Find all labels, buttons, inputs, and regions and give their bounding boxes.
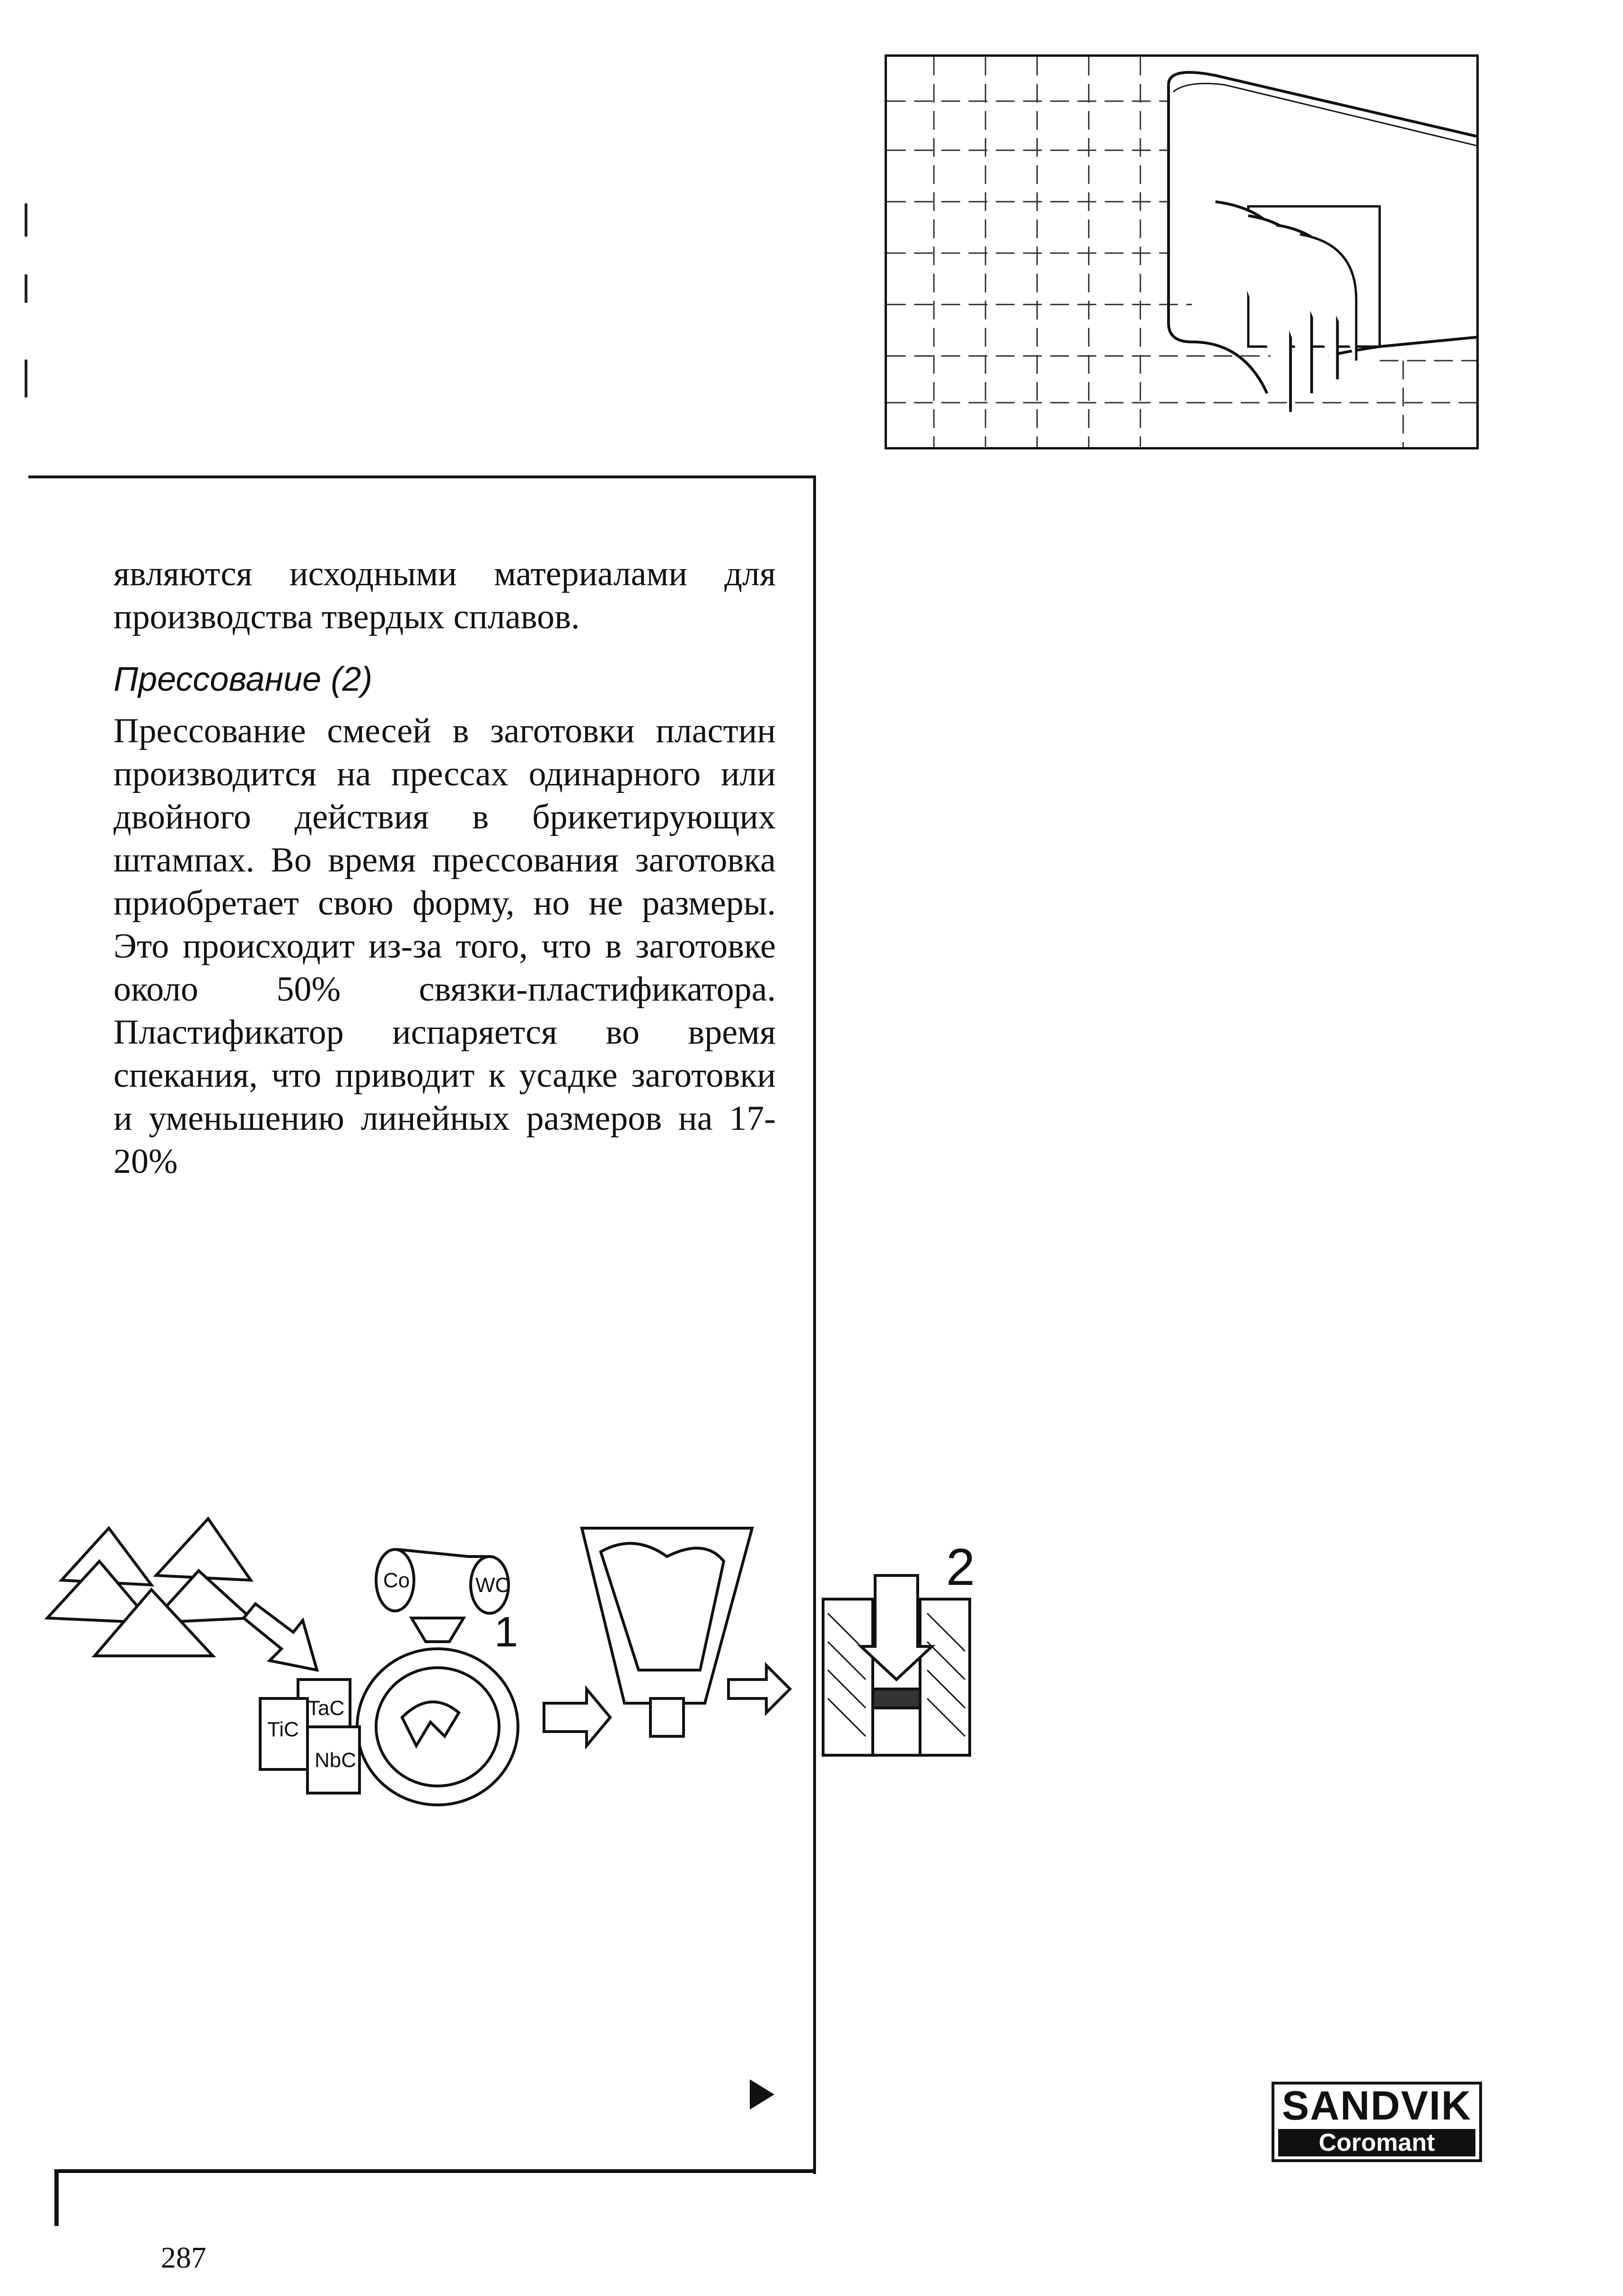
intro-paragraph-text: являются исходными материалами для производства твердых сплавов. — [114, 554, 776, 636]
can-label-co: Co — [383, 1569, 410, 1592]
page-number: 287 — [161, 2241, 206, 2274]
pressing-process-illustration — [43, 1490, 1008, 1812]
sieve-funnel — [582, 1528, 752, 1703]
scan-mark — [25, 203, 27, 237]
can-label-nbc: NbC — [315, 1749, 357, 1772]
logo-sub: Coromant — [1278, 2129, 1475, 2156]
powder-pile — [156, 1519, 251, 1580]
intro-paragraph — [114, 553, 776, 639]
text-frame-right-border — [813, 475, 816, 2174]
text-frame-top-border — [28, 475, 816, 478]
can-label-wc: WC — [475, 1574, 510, 1597]
text-frame-bottom-border — [54, 2169, 816, 2173]
section-heading: Прессование (2) — [114, 660, 373, 698]
step-label-1: 1 — [494, 1609, 518, 1656]
sandvik-coromant-logo — [1272, 2082, 1482, 2162]
arrow-icon — [728, 1665, 790, 1713]
step-label-2: 2 — [946, 1538, 975, 1596]
scan-mark — [25, 274, 27, 303]
pressing-paragraph-text: Прессование смесей в заготовки пластин производится на прессах одинарного или двойного действия в брикетирующих штампах. Во время прессования заготовка приобретает свою форму, но не размеры. Это происходит из-за того, что в заготовке около 50% связки-пластификатора. Пластификатор испаряется во время спекания, что приводит к усадке заготовки и уменьшению линейных размеров на 17-20% — [114, 712, 776, 1181]
can-label-tic: TiC — [267, 1718, 299, 1741]
logo-brand: SANDVIK — [1281, 2083, 1472, 2129]
text-frame-left-tick — [54, 2169, 59, 2226]
pressing-paragraph — [114, 710, 776, 1183]
layered-sheets-illustration — [885, 54, 1479, 449]
arrow-icon — [544, 1689, 610, 1746]
scan-mark — [25, 360, 27, 397]
next-page-play-triangle-icon[interactable] — [750, 2079, 774, 2110]
arrow-icon — [244, 1604, 317, 1670]
can-label-tac: TaC — [307, 1697, 345, 1720]
